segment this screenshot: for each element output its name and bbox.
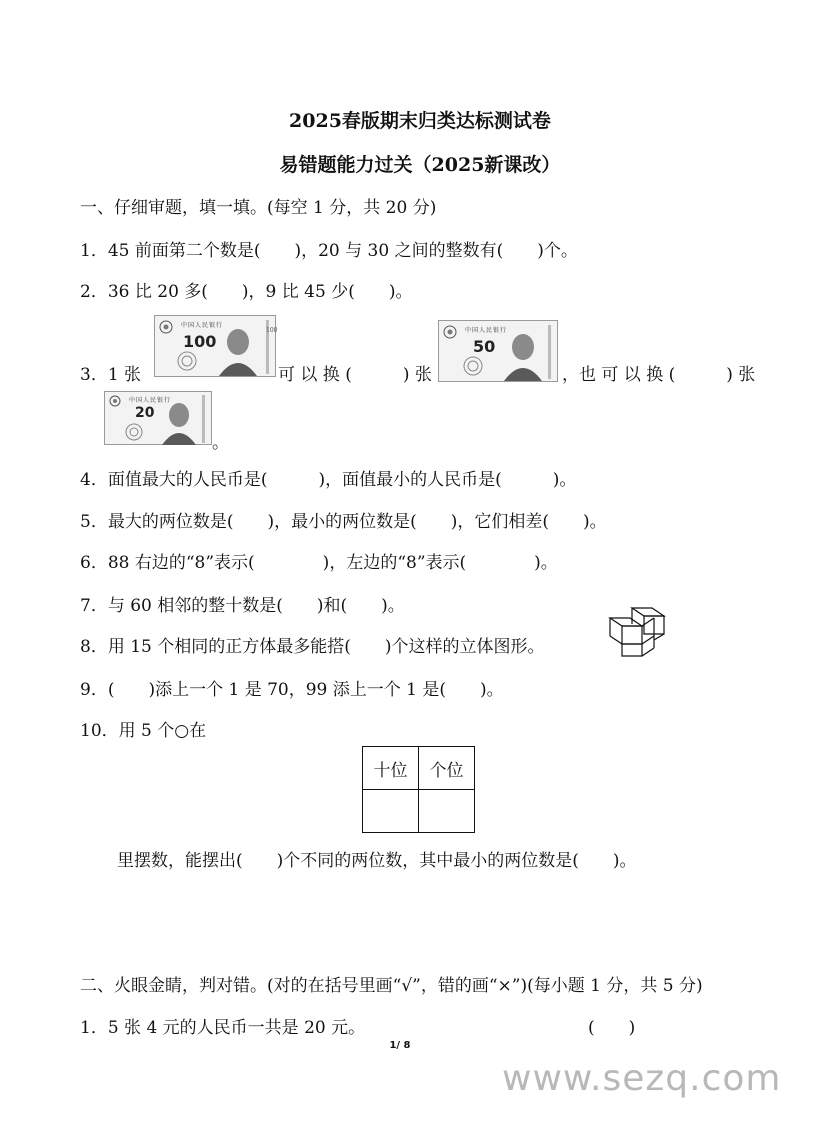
exam-subtitle: 易错题能力过关（2025新课改） <box>279 154 561 176</box>
question-7: 7．与 60 相邻的整十数是( )和( )。 <box>80 596 405 616</box>
svg-text:100: 100 <box>266 327 278 334</box>
question-2: 2．36 比 20 多( )，9 比 45 少( )。 <box>80 282 413 302</box>
edge-stripe-icon <box>265 320 278 374</box>
banknote-denomination: 50 <box>473 337 496 356</box>
portrait-icon <box>159 397 199 445</box>
section2-heading: 二、火眼金睛，判对错。(对的在括号里画“√”，错的画“×”)(每小题 1 分，共 5 分) <box>80 976 703 996</box>
edge-stripe-icon <box>201 395 209 443</box>
tens-column-header: 十位 <box>363 747 419 790</box>
emblem-icon <box>443 325 457 339</box>
question-10: 10．用 5 个○在 <box>80 721 207 741</box>
question-1: 1．45 前面第二个数是( )，20 与 30 之间的整数有( )个。 <box>80 241 578 261</box>
question-3-prefix: 3．1 张 <box>80 365 142 385</box>
watermark: www.sezq.com <box>502 1058 782 1099</box>
question-5: 5．最大的两位数是( )，最小的两位数是( )，它们相差( )。 <box>80 512 607 532</box>
ones-column-header: 个位 <box>419 747 475 790</box>
portrait-icon <box>501 327 545 381</box>
section1-heading: 一、仔细审题，填一填。(每空 1 分，共 20 分) <box>80 198 437 218</box>
banknote-denomination: 100 <box>183 332 217 351</box>
question-4: 4．面值最大的人民币是( )，面值最小的人民币是( )。 <box>80 470 577 490</box>
question-9: 9．( )添上一个 1 是 70，99 添上一个 1 是( )。 <box>80 680 504 700</box>
section2-question-1: 1．5 张 4 元的人民币一共是 20 元。 <box>80 1018 366 1038</box>
rosette-icon <box>123 422 145 442</box>
question-10-tail: 里摆数，能摆出( )个不同的两位数，其中最小的两位数是( )。 <box>117 851 637 871</box>
emblem-icon <box>109 395 121 407</box>
rosette-icon <box>175 350 199 372</box>
place-value-table <box>362 746 475 833</box>
cube-stack-figure <box>606 606 670 658</box>
banknote-50-image <box>438 320 558 382</box>
question-6: 6．88 右边的“8”表示( )，左边的“8”表示( )。 <box>80 553 558 573</box>
banknote-20-image <box>104 391 212 445</box>
portrait-icon <box>215 322 261 376</box>
ones-cell <box>419 790 475 833</box>
exam-title: 2025春版期末归类达标测试卷 <box>289 110 551 132</box>
banknote-100-image <box>154 315 276 377</box>
question-3-middle: 可 以 换 ( ) 张 <box>278 365 432 385</box>
banknote-bank-name: 中国人民银行 <box>129 397 172 404</box>
question-3-end: 。 <box>212 433 229 453</box>
edge-stripe-icon <box>547 325 555 379</box>
question-3-suffix: ，也 可 以 换 ( ) 张 <box>562 365 756 385</box>
answer-bracket: ( ) <box>588 1018 636 1038</box>
banknote-bank-name: 中国人民银行 <box>465 327 508 334</box>
emblem-icon <box>159 320 173 334</box>
page-number: 1/ 8 <box>389 1040 411 1051</box>
rosette-icon <box>461 355 485 377</box>
tens-cell <box>363 790 419 833</box>
question-8: 8．用 15 个相同的正方体最多能搭( )个这样的立体图形。 <box>80 637 545 657</box>
banknote-denomination: 20 <box>135 405 155 421</box>
banknote-bank-name: 中国人民银行 <box>181 322 224 329</box>
